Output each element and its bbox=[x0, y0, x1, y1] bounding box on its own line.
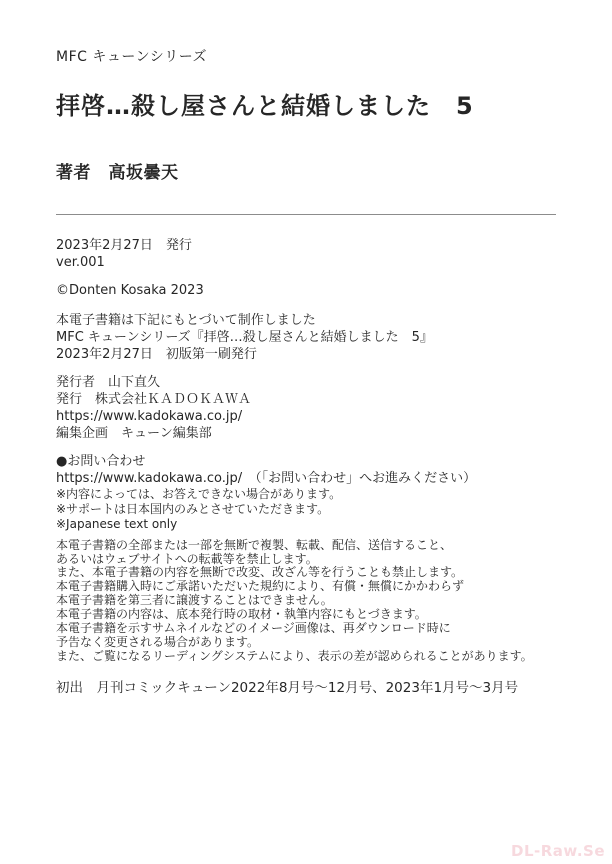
copyright-line: ©Donten Kosaka 2023 bbox=[56, 283, 204, 298]
copyright-block bbox=[56, 282, 556, 299]
edition-note: 本電子書籍は下記にもとづいて制作しました bbox=[56, 313, 316, 328]
legal-line: 本電子書籍の全部または一部を無断で複製、転載、配信、送信すること、 bbox=[56, 537, 453, 552]
contact-url-line: https://www.kadokawa.co.jp/ （「お問い合わせ」へお進みください） bbox=[56, 471, 477, 486]
legal-line: 予告なく変更される場合があります。 bbox=[56, 634, 260, 649]
legal-line: あるいはウェブサイトへの転載等を禁止します。 bbox=[56, 551, 318, 566]
contact-note: ※Japanese text only bbox=[56, 517, 178, 532]
legal-line: 本電子書籍の内容は、底本発行時の取材・執筆内容にもとづきます。 bbox=[56, 607, 427, 622]
contact-note: ※サポートは日本国内のみとさせていただきます。 bbox=[56, 502, 330, 517]
book-title: 拝啓…殺し屋さんと結婚しました 5 bbox=[56, 92, 474, 120]
publisher-block bbox=[56, 374, 556, 442]
edition-series-title: MFC キューンシリーズ『拝啓…殺し屋さんと結婚しました 5』 bbox=[56, 330, 433, 345]
publisher-person: 発行者 山下直久 bbox=[56, 375, 161, 390]
watermark: DL-Raw.Se bbox=[511, 842, 605, 860]
legal-line: 本電子書籍を示すサムネイルなどのイメージ画像は、再ダウンロード時に bbox=[56, 621, 451, 636]
divider-line bbox=[56, 214, 556, 215]
author-line: 著者 高坂曇天 bbox=[56, 163, 179, 183]
contact-heading: ●お問い合わせ bbox=[56, 454, 146, 469]
edition-block bbox=[56, 312, 556, 363]
issue-date: 2023年2月27日 発行 bbox=[56, 238, 192, 253]
edition-print-date: 2023年2月27日 初版第一刷発行 bbox=[56, 347, 257, 362]
version-label: ver.001 bbox=[56, 255, 105, 270]
first-appearance-line: 初出 月刊コミックキューン2022年8月号～12月号、2023年1月号～3月号 bbox=[56, 679, 519, 696]
legal-line: 本電子書籍を第三者に譲渡することはできません。 bbox=[56, 593, 333, 608]
publisher-url: https://www.kadokawa.co.jp/ bbox=[56, 409, 243, 424]
contact-block bbox=[56, 453, 556, 533]
series-label: MFC キューンシリーズ bbox=[56, 49, 208, 65]
editorial-department: 編集企画 キューン編集部 bbox=[56, 426, 212, 441]
publisher-company: 発行 株式会社ＫＡＤＯＫＡＷＡ bbox=[56, 392, 252, 407]
legal-line: また、ご覧になるリーディングシステムにより、表示の差が認められることがあります。 bbox=[56, 648, 533, 663]
publication-block bbox=[56, 237, 556, 271]
legal-line: また、本電子書籍の内容を無断で改変、改ざん等を行うことも禁止します。 bbox=[56, 565, 464, 580]
legal-block bbox=[56, 539, 556, 664]
legal-line: 本電子書籍購入時にご承諾いただいた規約により、有償・無償にかかわらず bbox=[56, 579, 465, 594]
contact-note: ※内容によっては、お答えできない場合があります。 bbox=[56, 487, 342, 501]
